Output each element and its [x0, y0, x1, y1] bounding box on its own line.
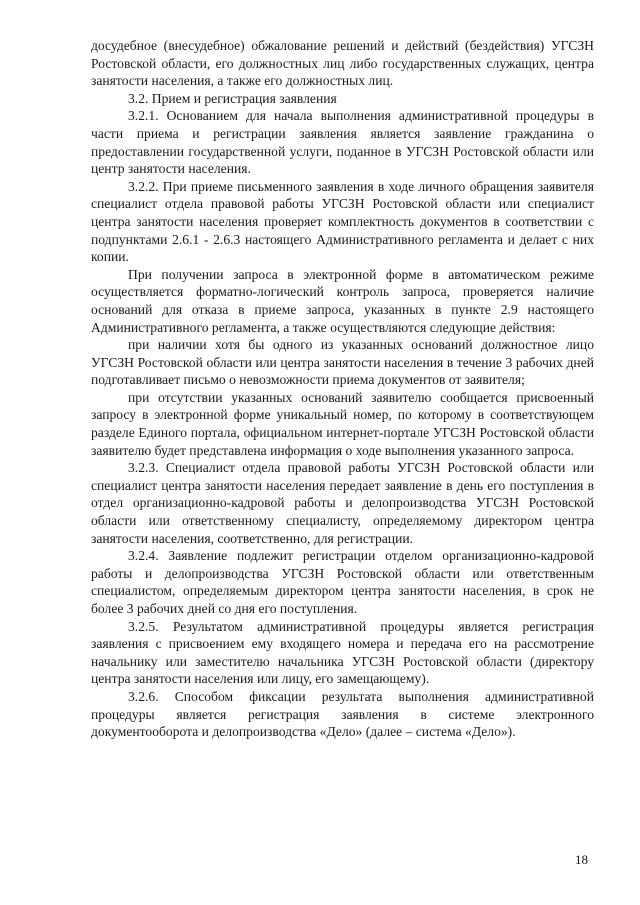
paragraph-grounds-present: при наличии хотя бы одного из указанных оснований должностное лицо УГСЗН Ростовской области или центра занятости населения в течение 3 рабочих дней подготавливает письмо о невозможности приема документов от заявителя;	[91, 337, 594, 388]
paragraph-3-2-5: 3.2.5. Результатом административной процедуры является регистрация заявления с присвоением ему входящего номера и передача его на рассмотрение начальнику или заместителю начальника УГСЗН Ростовской области (директору центра занятости населения или лицу, его замещающему).	[91, 618, 594, 687]
document-body	[91, 37, 594, 741]
paragraph-3-2-3: 3.2.3. Специалист отдела правовой работы УГСЗН Ростовской области или специалист центра занятости населения передает заявление в день его поступления в отдел организационно-кадровой работы и делопроизводства УГСЗН Ростовской области или ответственному специалисту, определяемому директором центра занятости населения, соответственно, для регистрации.	[91, 460, 594, 546]
paragraph-3-2-1: 3.2.1. Основанием для начала выполнения административной процедуры в части приема и регистрации заявления является заявление гражданина о предоставлении государственной услуги, поданное в УГСЗН Ростовской области или центр занятости населения.	[91, 108, 594, 177]
paragraph-continuation: досудебное (внесудебное) обжалование решений и действий (бездействия) УГСЗН Ростовской области, его должностных лиц либо государственных служащих, центра занятости населения, а также его должностных лиц.	[91, 38, 594, 89]
paragraph-3-2-4: 3.2.4. Заявление подлежит регистрации отделом организационно-кадровой работы и делопроизводства УГСЗН Ростовской области или ответственным специалистом, определяемым директором центра занятости населения, в срок не более 3 рабочих дней со дня его поступления.	[91, 548, 594, 616]
paragraph-3-2-6: 3.2.6. Способом фиксации результата выполнения административной процедуры является регистрация заявления в системе электронного документооборота и делопроизводства «Дело» (далее – система «Дело»).	[91, 688, 594, 740]
section-heading-3-2: 3.2. Прием и регистрация заявления	[128, 90, 337, 106]
paragraph-grounds-absent: при отсутствии указанных оснований заявителю сообщается присвоенный запросу в электронной форме уникальный номер, по которому в соответствующем разделе Единого портала, официальном интернет-портале УГСЗН Ростовской области заявителю будет представлена информация о ходе выполнения указанного запроса.	[91, 389, 594, 458]
paragraph-electronic-request: При получении запроса в электронной форме в автоматическом режиме осуществляется форматно-логический контроль запроса, проверяется наличие оснований для отказа в приеме запроса, указанных в пункте 2.9 настоящего Административного регламента, а также осуществляются следующие действия:	[91, 266, 594, 335]
page-number: 18	[575, 852, 588, 867]
paragraph-3-2-2: 3.2.2. При приеме письменного заявления в ходе личного обращения заявителя специалист отдела правовой работы УГСЗН Ростовской области или специалист центра занятости населения проверяет комплектность документов в соответствии с подпунктами 2.6.1 - 2.6.3 настоящего Административного регламента и делает с них копии.	[91, 178, 594, 265]
